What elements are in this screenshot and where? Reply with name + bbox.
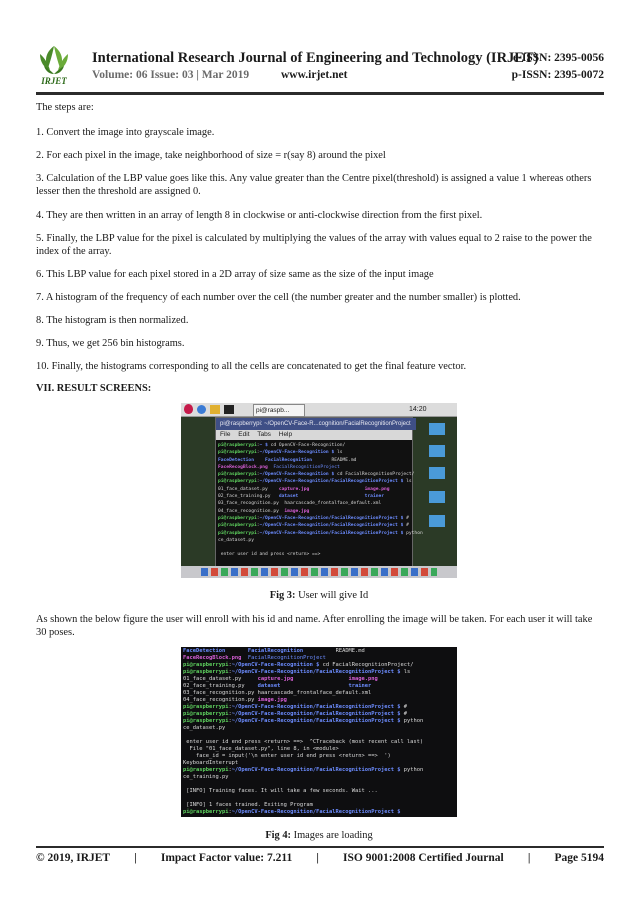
terminal-line: File "01_face_dataset.py", line 8, in <module>	[183, 746, 339, 752]
iso-certification: ISO 9001:2008 Certified Journal	[343, 852, 504, 864]
step-6: 6. This LBP value for each pixel stored in a 2D array of size same as the size of the input image	[36, 269, 434, 280]
section-heading: VII. RESULT SCREENS:	[36, 383, 152, 394]
folder-icon[interactable]	[429, 445, 445, 457]
step-9: 9. Thus, we get 256 bin histograms.	[36, 338, 185, 349]
terminal-line: enter user id and press <return> ==>	[218, 552, 324, 558]
irjet-logo-icon	[36, 44, 72, 86]
folder-icon[interactable]	[429, 515, 445, 527]
terminal-line: pi@raspberrypi:~/OpenCV-Face-Recognition/FacialRecognitionProject $ #	[183, 704, 407, 710]
terminal-line: FaceDetection FacialRecognition README.md	[183, 648, 365, 654]
terminal-output	[183, 648, 455, 816]
menu-help[interactable]: Help	[278, 431, 293, 438]
terminal-line: pi@raspberrypi:~/OpenCV-Face-Recognition/FacialRecognitionProject $ python	[183, 767, 424, 773]
terminal-line: pi@raspberrypi:~/OpenCV-Face-Recognition/FacialRecognitionProject $	[183, 809, 401, 815]
terminal-line: 01_face_dataset.py capture.jpg image.png	[183, 676, 378, 682]
files-icon	[210, 405, 220, 414]
desktop-icons	[425, 421, 451, 571]
terminal-line: [INFO] 1 faces trained. Exiting Program	[183, 802, 313, 808]
terminal-line: pi@raspberrypi:~/OpenCV-Face-Recognition/FacialRecognitionProject $ #	[218, 523, 409, 529]
terminal-line: ce_dataset.py	[218, 537, 254, 543]
terminal-line: pi@raspberrypi:~/OpenCV-Face-Recognition/FacialRecognitionProject $ #	[218, 515, 409, 521]
terminal-line: ce_dataset.py	[183, 725, 226, 731]
terminal-line: pi@raspberrypi:~ $ cd OpenCV-Face-Recognition/	[218, 443, 346, 448]
terminal-line: 03_face_recognition.py haarcascade_frontalface_default.xml	[183, 690, 372, 696]
step-10: 10. Finally, the histograms corresponding to all the cells are concatenated to get the final feature vector.	[36, 361, 467, 372]
terminal-window	[215, 417, 423, 570]
step-1: 1. Convert the image into grayscale image.	[36, 127, 215, 138]
taskbar	[181, 403, 457, 417]
menu-tabs[interactable]: Tabs	[257, 431, 271, 438]
page-header	[36, 44, 604, 90]
figure-4-screenshot	[181, 647, 457, 817]
dock-app-icons[interactable]	[201, 568, 437, 576]
step-4: 4. They are then written in an array of length 8 in clockwise or anti-clockwise direction from the first pixel.	[36, 210, 483, 221]
folder-icon[interactable]	[429, 467, 445, 479]
footer-divider	[36, 846, 604, 848]
step-8: 8. The histogram is then normalized.	[36, 315, 189, 326]
figure-4-caption: Fig 4: Images are loading	[265, 830, 373, 841]
terminal-line	[183, 781, 455, 788]
terminal-line: pi@raspberrypi:~/OpenCV-Face-Recognition/FacialRecognitionProject $ #	[183, 711, 407, 717]
terminal-line: pi@raspberrypi:~/OpenCV-Face-Recognition $ cd FacialRecognitionProject/	[218, 472, 415, 478]
terminal-line: 02_face_training.py dataset trainer	[218, 494, 385, 500]
step-3: 3. Calculation of the LBP value goes like this. Any value greater than the Centre pixel(threshold) is assigned a value 1 whereas others lesser then the threshold are assigned 0.	[36, 173, 592, 197]
menu-edit[interactable]: Edit	[238, 431, 250, 438]
terminal-line: 03_face_recognition.py haarcascade_frontalface_default.xml	[218, 501, 382, 507]
terminal-line: FaceDetection FacialRecognition README.md	[218, 457, 357, 463]
folder-icon[interactable]	[429, 423, 445, 435]
page-footer	[36, 852, 604, 864]
terminal-line: 04_face_recognition.py image.jpg	[218, 508, 310, 514]
terminal-line: pi@raspberrypi:~/OpenCV-Face-Recognition $ cd FacialRecognitionProject/	[183, 662, 414, 668]
enroll-paragraph: As shown the below figure the user will enroll with his id and name. After enrolling the image will be taken. For each user it will take 30 poses.	[36, 614, 593, 638]
journal-title: International Research Journal of Engineering and Technology (IRJET)	[92, 50, 539, 66]
terminal-line	[183, 732, 455, 739]
footer-separator: |	[316, 852, 319, 864]
clock: 14:20	[409, 406, 427, 413]
p-issn: p-ISSN: 2395-0072	[511, 69, 604, 81]
terminal-icon	[224, 405, 234, 414]
terminal-line: ce_training.py	[183, 774, 229, 780]
step-7: 7. A histogram of the frequency of each number over the cell (the number greater and the number smaller) is plotted.	[36, 292, 521, 303]
terminal-line: 01_face_dataset.py capture.jpg image.png	[218, 486, 390, 492]
volume-issue: Volume: 06 Issue: 03 | Mar 2019	[92, 69, 250, 81]
menu-file[interactable]: File	[220, 431, 231, 438]
e-issn: e-ISSN: 2395-0056	[512, 52, 604, 64]
website-link[interactable]: www.irjet.net	[281, 69, 348, 81]
step-2: 2. For each pixel in the image, take neighborhood of size = r(say 8) around the pixel	[36, 150, 386, 161]
terminal-line: FaceRecogBlock.png FacialRecognitionProject	[218, 464, 340, 470]
terminal-line: pi@raspberrypi:~/OpenCV-Face-Recognition/FacialRecognitionProject $ ls	[218, 479, 412, 485]
footer-separator: |	[527, 852, 531, 864]
terminal-line: pi@raspberrypi:~/OpenCV-Face-Recognition/FacialRecognitionProject $ python	[183, 718, 424, 724]
figure-3-caption: Fig 3: User will give Id	[269, 590, 369, 601]
dock	[181, 566, 457, 578]
header-divider	[36, 92, 604, 95]
copyright: © 2019, IRJET	[36, 852, 111, 864]
terminal-line: 02_face_training.py dataset trainer	[183, 683, 372, 689]
step-5: 5. Finally, the LBP value for the pixel is calculated by multiplying the values of the array with values equal to 2 raise to the power the index of the array.	[36, 233, 592, 257]
steps-intro: The steps are:	[36, 102, 94, 113]
terminal-line: pi@raspberrypi:~/OpenCV-Face-Recognition $ ls	[218, 450, 343, 456]
terminal-output	[218, 442, 423, 566]
browser-icon	[197, 405, 206, 414]
terminal-line: pi@raspberrypi:~/OpenCV-Face-Recognition/FacialRecognitionProject $ ls	[183, 669, 411, 675]
page-number: Page 5194	[554, 852, 604, 864]
footer-separator: |	[134, 852, 137, 864]
taskbar-terminal-button[interactable]: pi@raspb...	[253, 404, 305, 417]
terminal-line: KeyboardInterrupt	[183, 760, 239, 766]
terminal-line: [INFO] Training faces. It will take a few seconds. Wait ...	[183, 788, 378, 794]
folder-icon[interactable]	[429, 491, 445, 503]
terminal-line	[218, 544, 410, 551]
terminal-line: 04_face_recognition.py image.jpg	[183, 697, 287, 703]
terminal-line: enter user id end press <return> ==> ^CTraceback (most recent call last)	[183, 739, 424, 745]
terminal-line: pi@raspberrypi:~/OpenCV-Face-Recognition/FacialRecognitionProject $ python	[218, 530, 423, 536]
impact-factor: Impact Factor value: 7.211	[160, 852, 293, 864]
terminal-line	[183, 795, 455, 802]
figure-3-screenshot	[181, 403, 457, 578]
terminal-line: face_id = input('\n enter user id end press <return> ==> ')	[183, 753, 391, 759]
terminal-titlebar: pi@raspberrypi: ~/OpenCV-Face-R...cognition/FacialRecognitionProject	[216, 418, 416, 430]
raspberry-menu-icon	[184, 404, 193, 414]
svg-text:IRJET: IRJET	[41, 76, 67, 86]
terminal-line: FaceRecogBlock.png FacialRecognitionProject	[183, 655, 326, 661]
terminal-menubar	[216, 430, 412, 440]
